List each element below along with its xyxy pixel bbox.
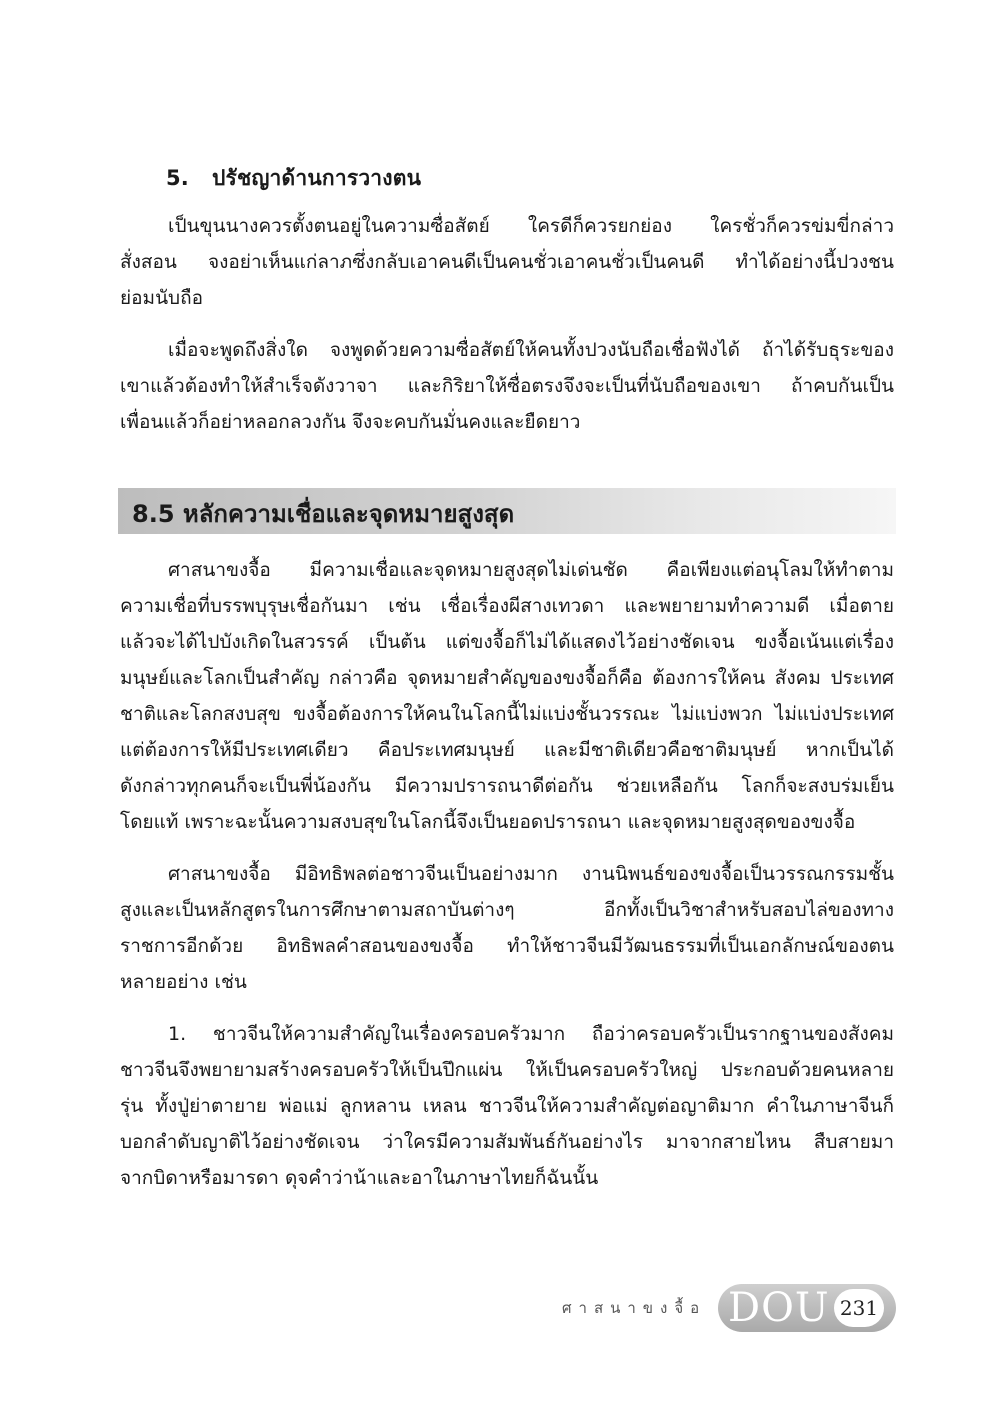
paragraph-line: เมื่อจะพูดถึงสิ่งใด จงพูดด้วยความซื่อสัตย์ให้คนทั้งปวงนับถือเชื่อฟังได้ ถ้าได้รับธุระของ [168,339,894,361]
paragraph-line: ชาวจีนจึงพยายามสร้างครอบครัวให้เป็นปึกแผ่น ให้เป็นครอบครัวใหญ่ ประกอบด้วยคนหลาย [120,1059,894,1081]
paragraph-line: บอกลำดับญาติไว้อย่างชัดเจน ว่าใครมีความสัมพันธ์กันอย่างไร มาจากสายไหน สืบสายมา [120,1131,894,1153]
paragraph-line: เขาแล้วต้องทำให้สำเร็จดังวาจา และกิริยาให้ซื่อตรงจึงจะเป็นที่นับถือของเขา ถ้าคบกันเป็น [120,375,894,397]
page-number: 231 [834,1289,884,1327]
paragraph-line: ดังกล่าวทุกคนก็จะเป็นพี่น้องกัน มีความปรารถนาดีต่อกัน ช่วยเหลือกัน โลกก็จะสงบร่มเย็น [120,775,894,797]
paragraph-line: รุ่น ทั้งปู่ย่าตายาย พ่อแม่ ลูกหลาน เหลน ชาวจีนให้ความสำคัญต่อญาติมาก คำในภาษาจีนก็ [120,1095,894,1117]
section-8-5-title: 8.5 หลักความเชื่อและจุดหมายสูงสุด [132,500,515,528]
paragraph-line: แล้วจะได้ไปบังเกิดในสวรรค์ เป็นต้น แต่ขงจื้อก็ไม่ได้แสดงไว้อย่างชัดเจน ขงจื้อเน้นแต่เรื่อง [120,631,894,653]
paragraph-line: สั่งสอน จงอย่าเห็นแก่ลาภซึ่งกลับเอาคนดีเป็นคนชั่วเอาคนชั่วเป็นคนดี ทำได้อย่างนี้ปวงชน [120,251,894,273]
footer-course-name: ศาสนาขงจื้อ [562,1299,707,1317]
paragraph-line: ราชการอีกด้วย อิทธิพลคำสอนของขงจื้อ ทำให้ชาวจีนมีวัฒนธรรมที่เป็นเอกลักษณ์ของตน [120,935,894,957]
section-8-5-heading-bar [118,488,896,534]
section-5-number: 5. [166,166,189,190]
paragraph-line: ความเชื่อที่บรรพบุรุษเชื่อกันมา เช่น เชื่อเรื่องผีสางเทวดา และพยายามทำความดี เมื่อตาย [120,595,894,617]
section-5-title: ปรัชญาด้านการวางตน [212,166,422,190]
paragraph-line: จากบิดาหรือมารดา ดุจคำว่าน้าและอาในภาษาไทยก็ฉันนั้น [120,1167,599,1189]
paragraph-line: ชาติและโลกสงบสุข ขงจื้อต้องการให้คนในโลกนี้ไม่แบ่งชั้นวรรณะ ไม่แบ่งพวก ไม่แบ่งประเทศ [120,703,894,725]
paragraph-line: แต่ต้องการให้มีประเทศเดียว คือประเทศมนุษย์ และมีชาติเดียวคือชาติมนุษย์ หากเป็นได้ [120,739,894,761]
paragraph-line: มนุษย์และโลกเป็นสำคัญ กล่าวคือ จุดหมายสำคัญของขงจื้อก็คือ ต้องการให้คน สังคม ประเทศ [120,667,894,689]
paragraph-line: 1. ชาวจีนให้ความสำคัญในเรื่องครอบครัวมาก ถือว่าครอบครัวเป็นรากฐานของสังคม [168,1023,894,1045]
paragraph-line: โดยแท้ เพราะฉะนั้นความสงบสุขในโลกนี้จึงเป็นยอดปรารถนา และจุดหมายสูงสุดของขงจื้อ [120,811,856,833]
paragraph-line: หลายอย่าง เช่น [120,971,247,993]
paragraph-line: ศาสนาขงจื้อ มีอิทธิพลต่อชาวจีนเป็นอย่างมาก งานนิพนธ์ของขงจื้อเป็นวรรณกรรมชั้น [168,863,894,885]
paragraph-line: เพื่อนแล้วก็อย่าหลอกลวงกัน จึงจะคบกันมั่นคงและยืดยาว [120,411,581,433]
section-5-heading [166,162,421,195]
paragraph-line: สูงและเป็นหลักสูตรในการศึกษาตามสถาบันต่างๆ อีกทั้งเป็นวิชาสำหรับสอบไล่ของทาง [120,899,894,921]
paragraph-line: เป็นขุนนางควรตั้งตนอยู่ในความซื่อสัตย์ ใครดีก็ควรยกย่อง ใครชั่วก็ควรข่มขี่กล่าว [168,215,894,237]
paragraph-line: ย่อมนับถือ [120,287,204,309]
dou-page-badge [718,1284,896,1332]
dou-logo: DOU [728,1285,830,1331]
paragraph-line: ศาสนาขงจื้อ มีความเชื่อและจุดหมายสูงสุดไม่เด่นชัด คือเพียงแต่อนุโลมให้ทำตาม [168,559,894,581]
